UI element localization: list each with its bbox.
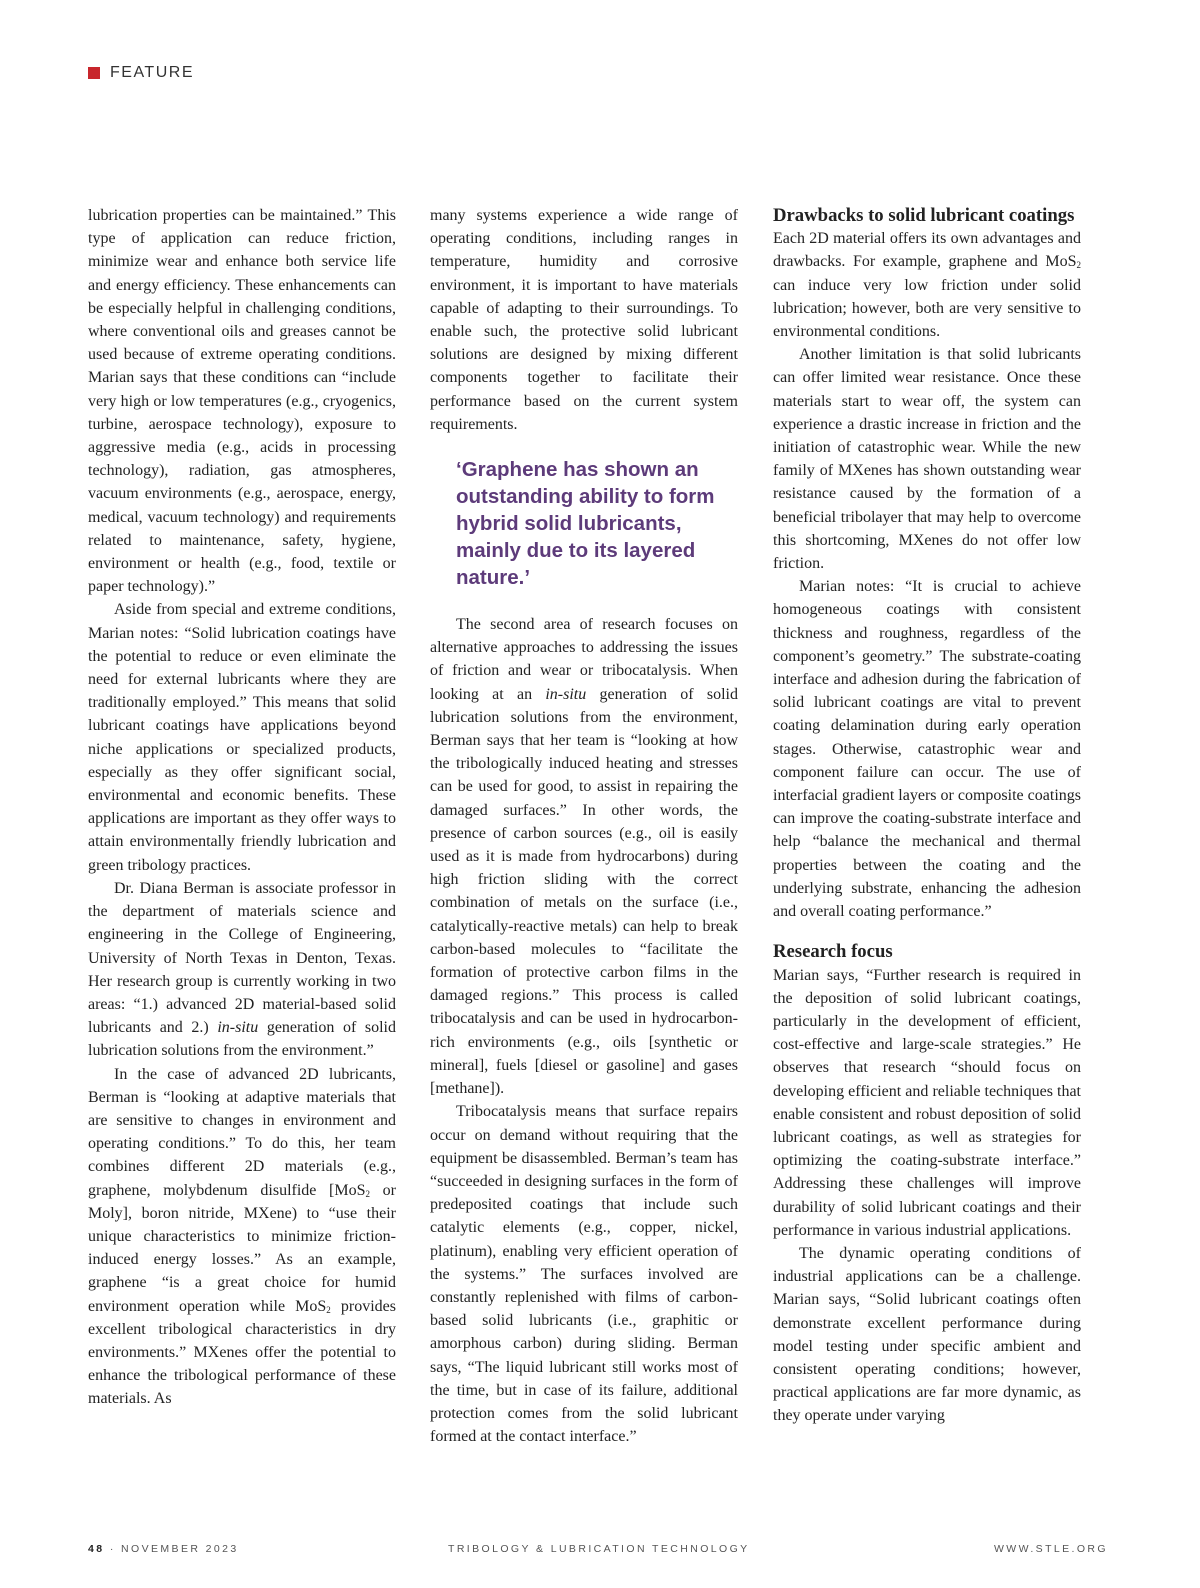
text-run: can induce very low friction under solid lubrication; however, both are very sensitive to environmental conditions. <box>773 276 1081 341</box>
paragraph: Aside from special and extreme conditions, Marian notes: “Solid lubrication coatings have the potential to reduce or even eliminate the need for external lubricants where they are traditionally employed.” This means that solid lubricant coatings have applications beyond niche applications or specialized products, especially as they offer significant social, environmental and economic benefits. These applications are important as they offer ways to attain environmentally friendly lubrication and green tribology practices. <box>88 601 396 874</box>
text-run: In the case of advanced 2D lubricants, Berman is “looking at adaptive materials that are sensitive to changes in environment and operating conditions.” To do this, her team combines different 2D materials (e.g., graphene, molybdenum disulfide [MoS <box>88 1065 396 1199</box>
footer-separator: · <box>109 1543 116 1555</box>
article-column-2 <box>430 204 738 1448</box>
paragraph <box>88 877 396 1063</box>
page-number: 48 <box>88 1543 105 1555</box>
paragraph: The dynamic operating conditions of industrial applications can be a challenge. Marian says, “Solid lubricant coatings often demonstrate excellent performance during model testing under specific ambient and consistent operating conditions; however, practical applications are far more dynamic, as they operate under varying <box>773 1244 1081 1425</box>
paragraph: Tribocatalysis means that surface repairs occur on demand without requiring that the equipment be disassembled. Berman’s team has “succeeded in designing surfaces in the form of predeposited coatings that include such catalytic elements (e.g., copper, nickel, platinum), enabling very efficient operation of the systems.” The surfaces involved are constantly replenished with films of carbon-based solid lubricants (i.e., graphitic or amorphous carbon) during sliding. Berman says, “The liquid lubricant still works most of the time, but in case of its failure, additional protection comes from the solid lubricant formed at the contact interface.” <box>430 1103 738 1446</box>
footer-page-info <box>88 1543 239 1555</box>
paragraph: Marian notes: “It is crucial to achieve homogeneous coatings with consistent thickness and roughness, regardless of the component’s geometry.” The substrate-coating interface and adhesion during the fabrication of solid lubricant coatings are vital to prevent coating delamination during early operation stages. Otherwise, catastrophic wear and component failure can occur. The use of interfacial gradient layers or composite coatings can improve the coating-substrate interface and help “balance the mechanical and thermal properties between the coating and the underlying substrate, enhancing the adhesion and overall coating performance.” <box>773 578 1081 921</box>
paragraph: many systems experience a wide range of operating conditions, including ranges in temperature, humidity and corrosive environment, it is important to have materials capable of adapting to their surroundings. To enable such, the protective solid lubricant solutions are designed by mixing different components together to facilitate their performance based on the current system requirements. <box>430 207 738 433</box>
text-run: The second area of research focuses on alternative approaches to addressing the issues of friction and wear or tribocatalysis. When looking at an <box>430 616 738 703</box>
paragraph <box>430 613 738 1100</box>
section-label-text: FEATURE <box>110 64 194 81</box>
text-run: Dr. Diana Berman is associate professor in the department of materials science and engineering in the College of Engineering, University of North Texas in Denton, Texas. Her research group is currently working in two areas: “1.) advanced 2D material-based solid lubricants and 2.) <box>88 879 396 1037</box>
article-column-1 <box>88 204 396 1411</box>
subscript: 2 <box>326 1304 331 1315</box>
website-url: WWW.STLE.ORG <box>994 1543 1108 1555</box>
section-label <box>88 64 194 82</box>
text-run: generation of solid lubrication solutions from the environment.” <box>88 1019 396 1060</box>
pull-quote: ‘Graphene has shown an outstanding ability to form hybrid solid lubricants, mainly due to its layered nature.’ <box>456 458 715 590</box>
text-run: generation of solid lubrication solutions from the environment, Berman says that her team is “looking at how the tribologically induced heating and stresses can be used for good, to assist in repairing the damaged surfaces.” In other words, the presence of carbon sources (e.g., oil is easily used as it is made from hydrocarbons) during high friction sliding with the correct combination of metals on the surface (i.e., catalytically-reactive metals) can help to break carbon-based molecules to “facilitate the formation of protective carbon films in the damaged regions.” This process is called tribocatalysis and can be used in hydrocarbon-rich environments (e.g., oils [synthetic or mineral], fuels [diesel or gasoline] and gases [methane]). <box>430 685 738 1098</box>
paragraph: Marian says, “Further research is required in the deposition of solid lubricant coatings, particularly in the development of efficient, cost-effective and large-scale strategies.” He observes that research “should focus on developing efficient and reliable techniques that enable consistent and robust deposition of solid lubricant coatings, as well as strategies for optimizing the coating-substrate interface.” Addressing these challenges will improve durability of solid lubricant coatings and their performance in various industrial applications. <box>773 966 1081 1239</box>
subheading: Research focus <box>773 941 893 963</box>
subheading: Drawbacks to solid lubricant coatings <box>773 205 1075 226</box>
text-run: provides excellent tribological characteristics in dry environments.” MXenes offer the potential to enhance the tribological performance of these materials. As <box>88 1297 396 1408</box>
paragraph <box>773 227 1081 343</box>
issue-date: NOVEMBER 2023 <box>121 1543 239 1555</box>
text-run: or Moly], boron nitride, MXene) to “use their unique characteristics to minimize friction-induced energy losses.” As an example, graphene “is a great choice for humid environment operation while MoS <box>88 1181 397 1315</box>
subscript: 2 <box>365 1188 371 1199</box>
text-run: Each 2D material offers its own advantages and drawbacks. For example, graphene and MoS <box>773 230 1081 271</box>
italic-text: in-situ <box>217 1019 259 1037</box>
subscript: 2 <box>1076 260 1081 271</box>
paragraph: Another limitation is that solid lubricants can offer limited wear resistance. Once these materials start to wear off, the system can experience a drastic increase in friction and the initiation of catastrophic wear. While the new family of MXenes has shown outstanding wear resistance caused by the formation of a beneficial tribolayer that may help to overcome this shortcoming, MXenes do not offer low friction. <box>773 346 1081 573</box>
italic-text: in-situ <box>545 685 587 703</box>
publication-name: TRIBOLOGY & LUBRICATION TECHNOLOGY <box>448 1543 750 1555</box>
paragraph: lubrication properties can be maintained.” This type of application can reduce friction, minimize wear and enhance both service life and energy efficiency. These enhancements can be especially helpful in challenging conditions, where conventional oils and greases cannot be used because of extreme operating conditions. Marian says that these conditions can “include very high or low temperatures (e.g., cryogenics, turbine, aerospace technology), exposure to aggressive media (e.g., acids in processing technology), radiation, gas atmospheres, vacuum environments (e.g., aerospace, energy, medical, vacuum technology) and requirements related to maintenance, safety, hygiene, environment or health (e.g., food, textile or paper technology).” <box>88 207 396 596</box>
article-column-3 <box>773 204 1081 1428</box>
paragraph <box>88 1063 396 1411</box>
section-marker-square <box>88 67 100 79</box>
